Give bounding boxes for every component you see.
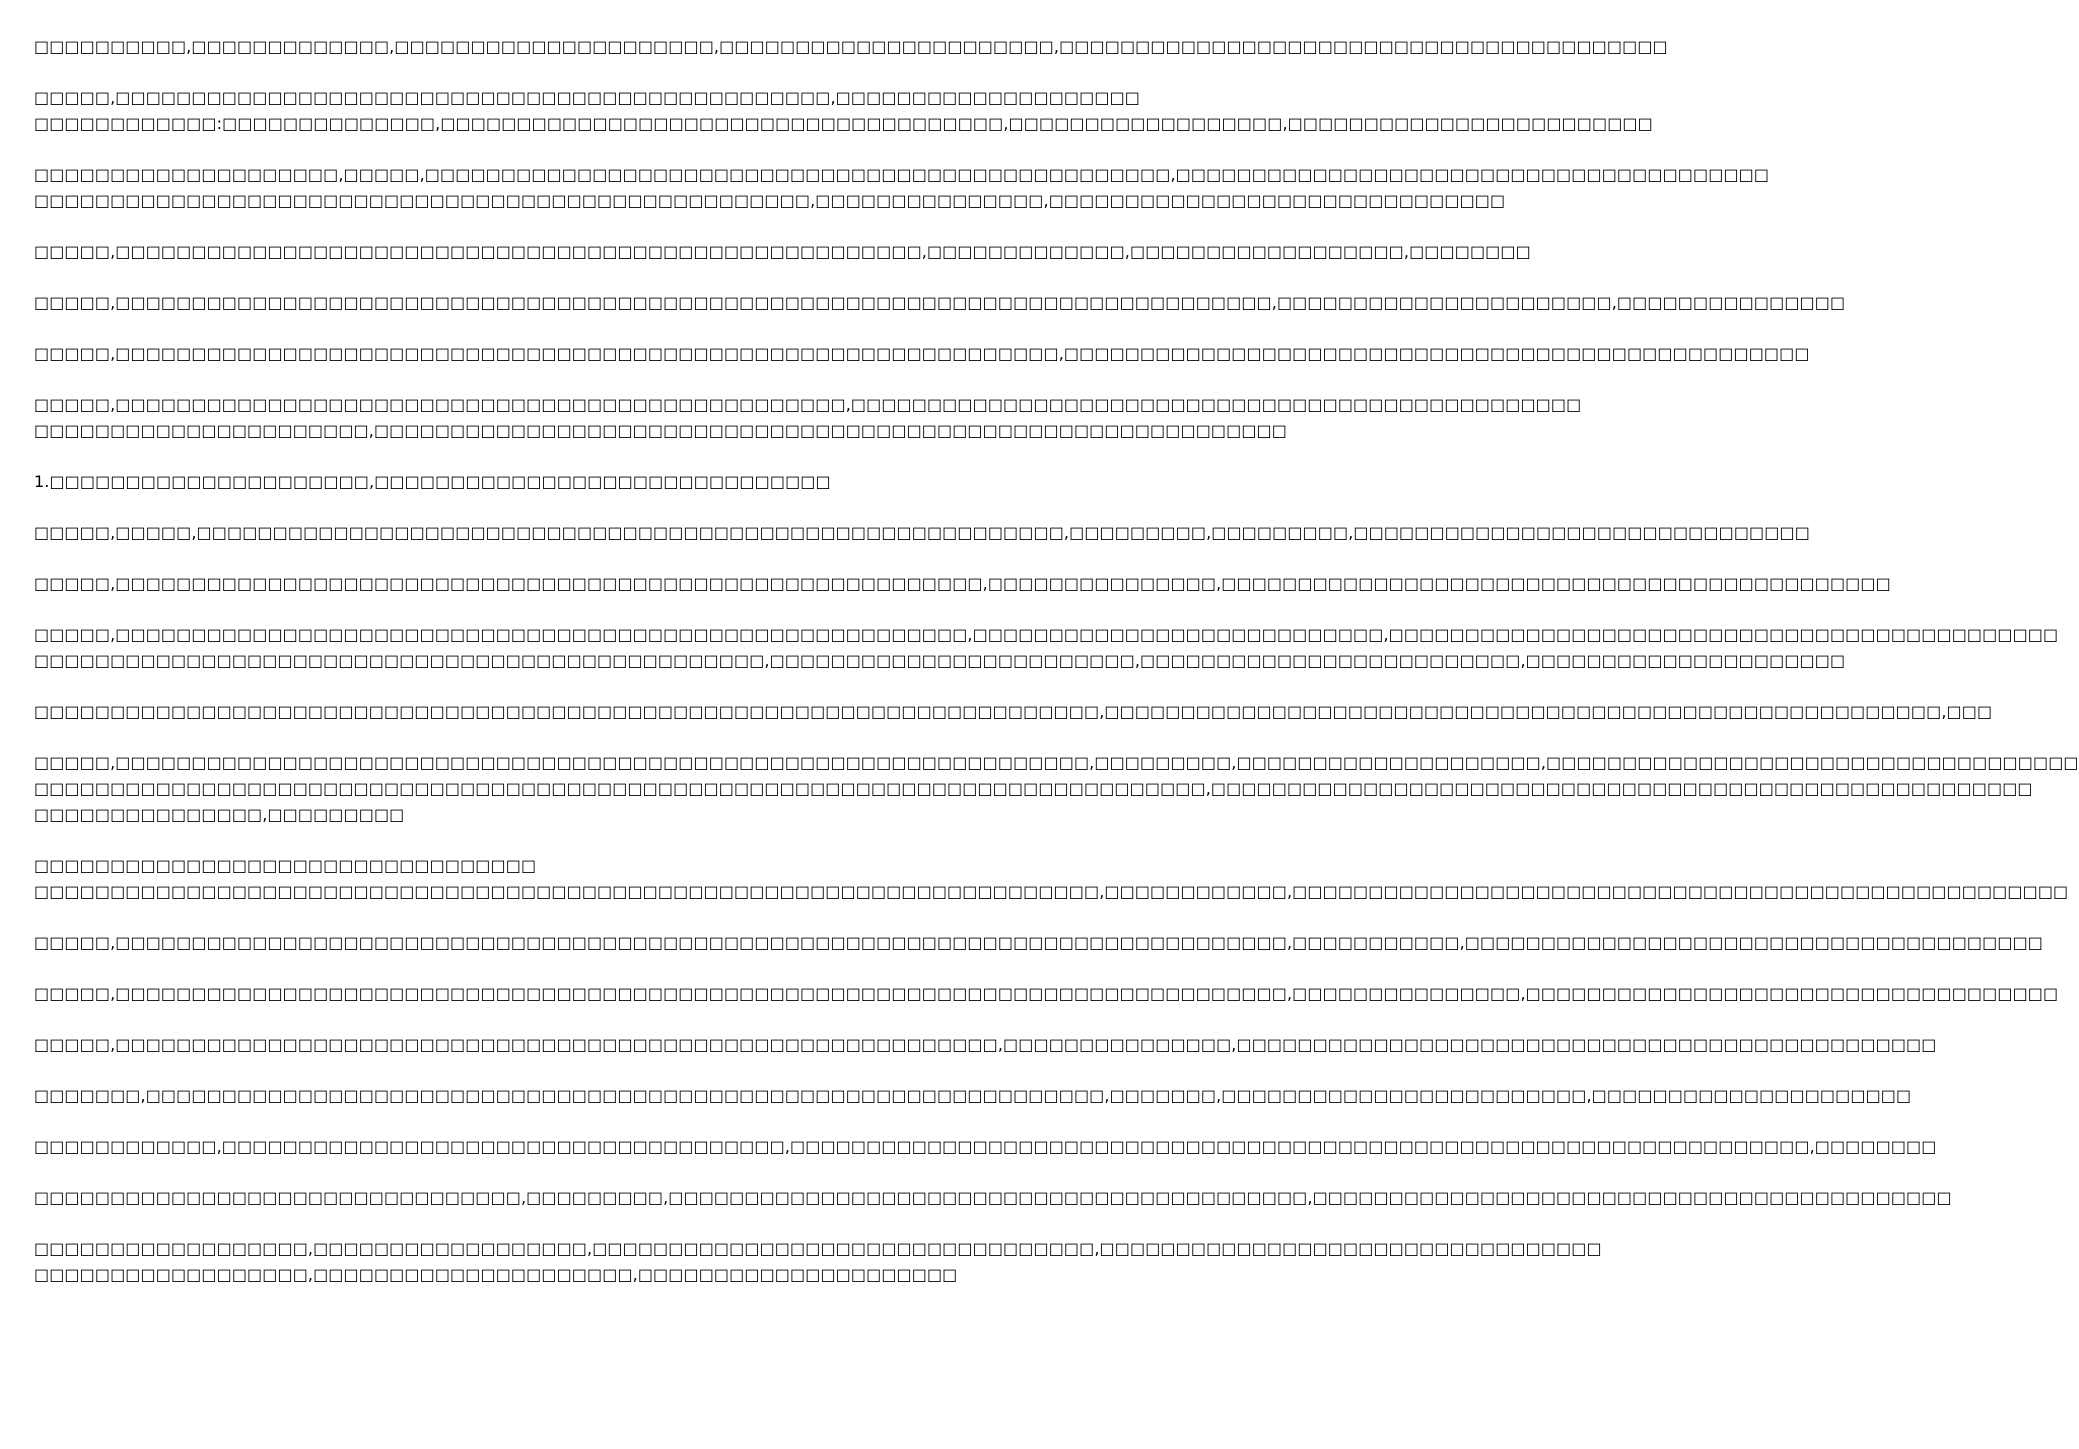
text-line: □□□□□□□□□□□□□□□□□□□□,□□□□□,□□□□□□□□□□□□□□□□□□□□□□□□□□□□□□□□□□□□□□□□□□□□□□□□□,□□□□□□□□□□□□□□□□□□□□□□□□□□□□□□□□□□□□□□□	[34, 165, 1770, 184]
text-line: □□□□□,□□□□□□□□□□□□□□□□□□□□□□□□□□□□□□□□□□□□□□□□□□□□□□□□□□□□□□□□□□□□□□,□□□□□□□□□□□□□□□□□□□□□□□□□□□□□□□□□□□□□□□□□□□□□□□□□	[34, 344, 1810, 363]
paragraph	[34, 1032, 1937, 1058]
text-line: □□□□□□□□□□□□□□□□□□□□□□□□□□□□□□□□,□□□□□□□□□,□□□□□□□□□□□□□□□□□□□□□□□□□□□□□□□□□□□□□□□□□□,□□□□□□□□□□□□□□□□□□□□□□□□□□□□□□□□□□□□□□□□□□	[34, 1188, 1952, 1207]
paragraph	[34, 930, 2044, 956]
text-line: □□□□□□□□□□□□□□□□□□,□□□□□□□□□□□□□□□□□□□□□,□□□□□□□□□□□□□□□□□□□□□	[34, 1265, 958, 1284]
text-line: □□□□□□□□□□□□□□□□□□,□□□□□□□□□□□□□□□□□□,□□□□□□□□□□□□□□□□□□□□□□□□□□□□□□□□□,□□□□□□□□□□□□□□□□□□□□□□□□□□□□□□□□□	[34, 1239, 1602, 1258]
paragraph	[34, 750, 2079, 828]
text-line: □□□□□□□□□□□□□□□□□□□□□□□□□□□□□□□□□□□□□□□□□□□□□□□□,□□□□□□□□□□□□□□□□□□□□□□□□,□□□□□□□□□□□□□□□□□□□□□□□□□,□□□□□□□□□□□□□□□□□□□□□	[34, 651, 1846, 670]
text-line: □□□□□,□□□□□□□□□□□□□□□□□□□□□□□□□□□□□□□□□□□□□□□□□□□□□□□□□□□□□□□□□□,□□□□□□□□□□□□□□□,□□□□□□□□□□□□□□□□□□□□□□□□□□□□□□□□□□□□□□□□□□□□□□	[34, 1035, 1937, 1054]
text-line: □□□□□□□□□□□□□□□□□□□□□□□□□□□□□□□□□□□□□□□□□□□□□□□□□□□□□□□□□□□□□□□□□□□□□□□□□□□□□,□□□□□□□□□□□□□□□□□□□□□□□□□□□□□□□□□□□□□□□□□□□□□□□□□□□□□□	[34, 779, 2033, 798]
text-line: □□□□□□□□□□□□□□□□□□□□□□□□□□□□□□□□□□□□□□□□□□□□□□□□□□□□□□□□□□□□□□□□□□□□□□,□□□□□□□□□□□□□□□□□□□□□□□□□□□□□□□□□□□□□□□□□□□□□□□□□□□□□□□,□□□	[34, 702, 1993, 721]
text-line: □□□□□,□□□□□□□□□□□□□□□□□□□□□□□□□□□□□□□□□□□□□□□□□□□□□□□□□□□□□□□□□□□□□□□□,□□□□□□□□□,□□□□□□□□□□□□□□□□□□□□,□□□□□□□□□□□□□□□□□□□□□□□□□□□□□□□□□□□	[34, 753, 2079, 772]
text-line: □□□□□□□□□□□□□□□□□□□□□□□□□□□□□□□□□□□□□□□□□□□□□□□□□□□,□□□□□□□□□□□□□□□,□□□□□□□□□□□□□□□□□□□□□□□□□□□□□□	[34, 191, 1506, 210]
paragraph	[34, 699, 1993, 725]
text-line: □□□□□,□□□□□□□□□□□□□□□□□□□□□□□□□□□□□□□□□□□□□□□□□□□□□□□□□□□□□□□□□□□□□□□□□□□□□□□□□□□□□,□□□□□□□□□□□□□□□,□□□□□□□□□□□□□□□□□□□□□□□□□□□□□□□□□□□	[34, 984, 2059, 1003]
text-line: □□□□□□□□□□□□□□□□□□□□□□□□□□□□□□□□□□□□□□□□□□□□□□□□□□□□□□□□□□□□□□□□□□□□□□,□□□□□□□□□□□□,□□□□□□□□□□□□□□□□□□□□□□□□□□□□□□□□□□□□□□□□□□□□□□□□□□□	[34, 882, 2069, 901]
text-line: □□□□□□□□□□□□:□□□□□□□□□□□□□□,□□□□□□□□□□□□□□□□□□□□□□□□□□□□□□□□□□□□□,□□□□□□□□□□□□□□□□□□,□□□□□□□□□□□□□□□□□□□□□□□□	[34, 114, 1653, 133]
paragraph	[34, 1185, 1952, 1211]
paragraph	[34, 392, 1582, 444]
paragraph	[34, 853, 2069, 905]
paragraph	[34, 34, 1668, 60]
text-line: □□□□□,□□□□□□□□□□□□□□□□□□□□□□□□□□□□□□□□□□□□□□□□□□□□□□□□□□□□□,□□□□□□□□□□□□□,□□□□□□□□□□□□□□□□□□,□□□□□□□□	[34, 242, 1531, 261]
text-line: □□□□□□□,□□□□□□□□□□□□□□□□□□□□□□□□□□□□□□□□□□□□□□□□□□□□□□□□□□□□□□□□□□□□□□□,□□□□□□□,□□□□□□□□□□□□□□□□□□□□□□□□,□□□□□□□□□□□□□□□□□□□□□	[34, 1086, 1912, 1105]
text-line: □□□□□,□□□□□□□□□□□□□□□□□□□□□□□□□□□□□□□□□□□□□□□□□□□□□□□□□□□□□□□□□□□□□□□□□□□□□□□□□□□□,□□□□□□□□□□□□□□□□□□□□□□,□□□□□□□□□□□□□□□	[34, 293, 1846, 312]
text-line: □□□□□□□□□□□□□□□□□□□□□□,□□□□□□□□□□□□□□□□□□□□□□□□□□□□□□□□□□□□□□□□□□□□□□□□□□□□□□□□□□□□	[34, 421, 1287, 440]
text-line: □□□□□,□□□□□,□□□□□□□□□□□□□□□□□□□□□□□□□□□□□□□□□□□□□□□□□□□□□□□□□□□□□□□□□,□□□□□□□□□,□□□□□□□□□,□□□□□□□□□□□□□□□□□□□□□□□□□□□□□□	[34, 523, 1810, 542]
paragraph	[34, 341, 1810, 367]
paragraph	[34, 981, 2059, 1007]
paragraph	[34, 520, 1810, 546]
text-line: □□□□□,□□□□□□□□□□□□□□□□□□□□□□□□□□□□□□□□□□□□□□□□□□□□□□□□,□□□□□□□□□□□□□□□□□□□□□□□□□□□□□□□□□□□□□□□□□□□□□□□□	[34, 395, 1582, 414]
paragraph	[34, 469, 990, 495]
text-line: □□□□□,□□□□□□□□□□□□□□□□□□□□□□□□□□□□□□□□□□□□□□□□□□□□□□□,□□□□□□□□□□□□□□□□□□□□	[34, 88, 1141, 107]
paragraph	[34, 1083, 1912, 1109]
paragraph	[34, 1134, 1937, 1160]
paragraph	[34, 622, 2059, 674]
text-line: □□□□□□□□□□,□□□□□□□□□□□□□,□□□□□□□□□□□□□□□□□□□□□,□□□□□□□□□□□□□□□□□□□□□□,□□□□□□□□□□□□□□□□□□□□□□□□□□□□□□□□□□□□□□□□	[34, 37, 1668, 56]
text-line: □□□□□,□□□□□□□□□□□□□□□□□□□□□□□□□□□□□□□□□□□□□□□□□□□□□□□□□□□□□□□□,□□□□□□□□□□□□□□□□□□□□□□□□□□□,□□□□□□□□□□□□□□□□□□□□□□□□□□□□□□□□□□□□□□□□□□□□	[34, 625, 2059, 644]
document-body	[34, 34, 2079, 1313]
text-line: □□□□□,□□□□□□□□□□□□□□□□□□□□□□□□□□□□□□□□□□□□□□□□□□□□□□□□□□□□□□□□□□□□□□□□□□□□□□□□□□□□□,□□□□□□□□□□□,□□□□□□□□□□□□□□□□□□□□□□□□□□□□□□□□□□□□□□	[34, 933, 2044, 952]
paragraph	[34, 571, 1891, 597]
paragraph	[34, 162, 1770, 214]
paragraph	[34, 1236, 1602, 1288]
text-line: □□□□□□□□□□□□,□□□□□□□□□□□□□□□□□□□□□□□□□□□□□□□□□□□□□,□□□□□□□□□□□□□□□□□□□□□□□□□□□□□□□□□□□□□□□□□□□□□□□□□□□□□□□□□□□□□□□□□□□,□□□□□□□□	[34, 1137, 1937, 1156]
paragraph	[34, 85, 1653, 137]
paragraph	[34, 239, 1531, 265]
text-line: 1.□□□□□□□□□□□□□□□□□□□□□,□□□□□□□□□□□□□□□□□□□□□□□□□□□□□□	[34, 472, 831, 491]
text-line: □□□□□,□□□□□□□□□□□□□□□□□□□□□□□□□□□□□□□□□□□□□□□□□□□□□□□□□□□□□□□□□,□□□□□□□□□□□□□□□,□□□□□□□□□□□□□□□□□□□□□□□□□□□□□□□□□□□□□□□□□□□□	[34, 574, 1891, 593]
text-line: □□□□□□□□□□□□□□□,□□□□□□□□□	[34, 805, 405, 824]
paragraph	[34, 290, 1846, 316]
text-line: □□□□□□□□□□□□□□□□□□□□□□□□□□□□□□□□□	[34, 856, 537, 875]
